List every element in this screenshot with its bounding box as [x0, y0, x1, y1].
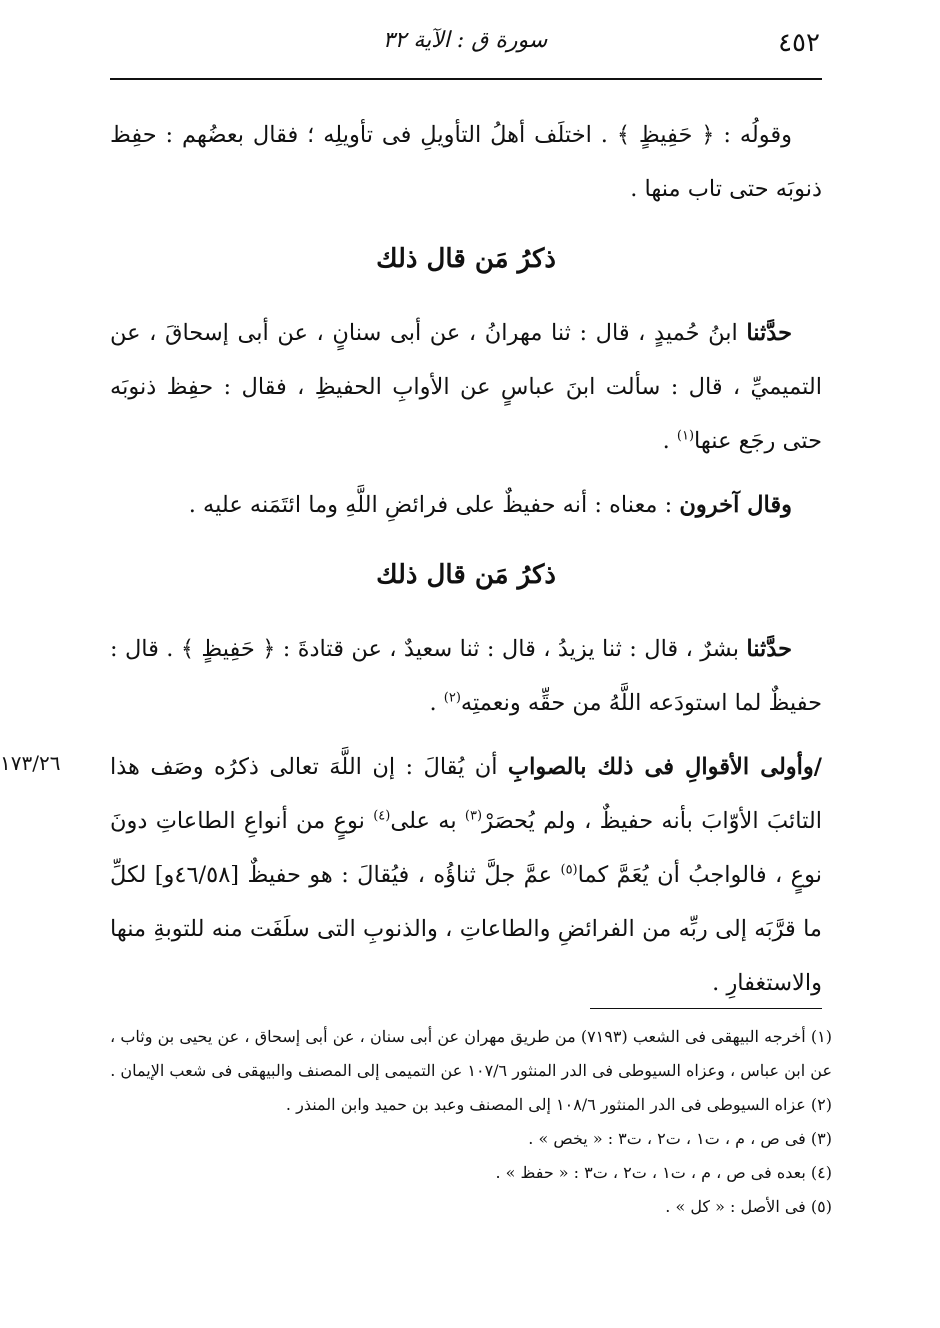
- footnote-3: (٣) فى ص ، م ، ت١ ، ت٢ ، ت٣ : « يخص » .: [528, 1129, 832, 1148]
- paragraph-5-text-d: عمَّ جلَّ ثناؤُه ، فيُقالَ : هو حفيظٌ [٤٦/٥٨و] لكلِّ ما قرَّبَه إلى ربِّه من الفرائضِ والطاعاتِ ، والذنوبِ التى سلَفَت منه للتوبةِ منها والاستغفارِ .: [110, 862, 822, 996]
- footnote-4: (٤) بعده فى ص ، م ، ت١ ، ت٢ ، ت٣ : « حفظ » .: [495, 1163, 832, 1182]
- paragraph-5-text-c: نوعٍ من أنواعِ الطاعاتِ دونَ نوعٍ ، فالواجبُ أن يُعَمَّ كما: [110, 808, 822, 888]
- footnote-ref-1: (١): [676, 428, 695, 444]
- paragraph-1: [110, 108, 822, 216]
- paragraph-5-text-a: أن يُقالَ : إن اللَّهَ تعالى ذكرُه وصَف هذا التائبَ الأوّابَ بأنه حفيظٌ ، ولم يُحصَرْ: [110, 754, 823, 834]
- paragraph-5-lead: /وأولى الأقوالِ فى ذلك بالصوابِ: [507, 754, 823, 780]
- paragraph-3-text: : معناه : أنه حفيظٌ على فرائضِ اللَّهِ وما ائتَمَنه عليه .: [188, 492, 680, 518]
- footnotes: [110, 1020, 832, 1224]
- main-text: [0, 108, 823, 1010]
- paragraph-5-text-b: به على: [390, 808, 465, 834]
- footnote-1: (١) أخرجه البيهقى فى الشعب (٧١٩٣) من طريق مهران عن أبى سنان ، عن أبى إسحاق ، عن يحيى بن وثاب ، عن ابن عباس ، وعزاه السيوطى فى الدر المنثور ١٠٧/٦ عن التميمى إلى المصنف والبيهقى فى شعب الإيمان .: [110, 1027, 832, 1080]
- paragraph-4-end: .: [429, 690, 444, 716]
- paragraph-2: [110, 306, 822, 468]
- margin-reference: ١٧٣/٢٦: [0, 751, 61, 775]
- footnote-ref-5: (٥): [560, 862, 578, 878]
- footnote-2: (٢) عزاه السيوطى فى الدر المنثور ١٠٨/٦ إلى المصنف وعبد بن حميد وابن المنذر .: [285, 1095, 832, 1114]
- paragraph-3: [110, 478, 822, 532]
- header-rule: [110, 78, 822, 80]
- paragraph-4: [110, 622, 822, 730]
- footnote-5: (٥) فى الأصل : « كل » .: [665, 1197, 832, 1216]
- paragraph-2-lead: حدَّثنا: [746, 320, 792, 346]
- footnote-ref-4: (٤): [373, 808, 391, 824]
- paragraph-2-text: ابنُ حُميدٍ ، قال : ثنا مهرانُ ، عن أبى سنانٍ ، عن أبى إسحاقَ ، عن التميميِّ ، قال : سألت ابنَ عباسٍ عن الأوابِ الحفيظِ ، فقال : حفِظ ذنوبَه حتى رجَع عنها: [110, 320, 822, 454]
- paragraph-4-lead: حدَّثنا: [746, 636, 792, 662]
- footnote-ref-2: (٢): [443, 690, 461, 706]
- section-heading-1: ذكرُ مَن قال ذلك: [376, 244, 556, 274]
- footnote-separator: [590, 1008, 822, 1009]
- section-heading-2: ذكرُ مَن قال ذلك: [376, 560, 556, 590]
- running-title: سورة ق : الآية ٣٢: [382, 28, 548, 53]
- page-header: [110, 28, 820, 68]
- paragraph-5: [0, 740, 823, 1010]
- paragraph-2-end: .: [662, 428, 677, 454]
- page-number: ٤٥٢: [778, 28, 820, 58]
- paragraph-4-text: بشرٌ ، قال : ثنا يزيدُ ، قال : ثنا سعيدٌ ، عن قتادةَ : ﴿ حَفِيظٍ ﴾ . قال : حفيظٌ لما استودَعه اللَّهُ من حقِّه ونعمتِه: [110, 636, 822, 716]
- footnote-ref-3: (٣): [464, 808, 483, 824]
- paragraph-3-lead: وقال آخرون: [679, 492, 792, 518]
- paragraph-1-text: وقولُه : ﴿ حَفِيظٍ ﴾ . اختلَف أهلُ التأويلِ فى تأويلِه ؛ فقال بعضُهم : حفِظ ذنوبَه حتى تاب منها .: [110, 122, 822, 202]
